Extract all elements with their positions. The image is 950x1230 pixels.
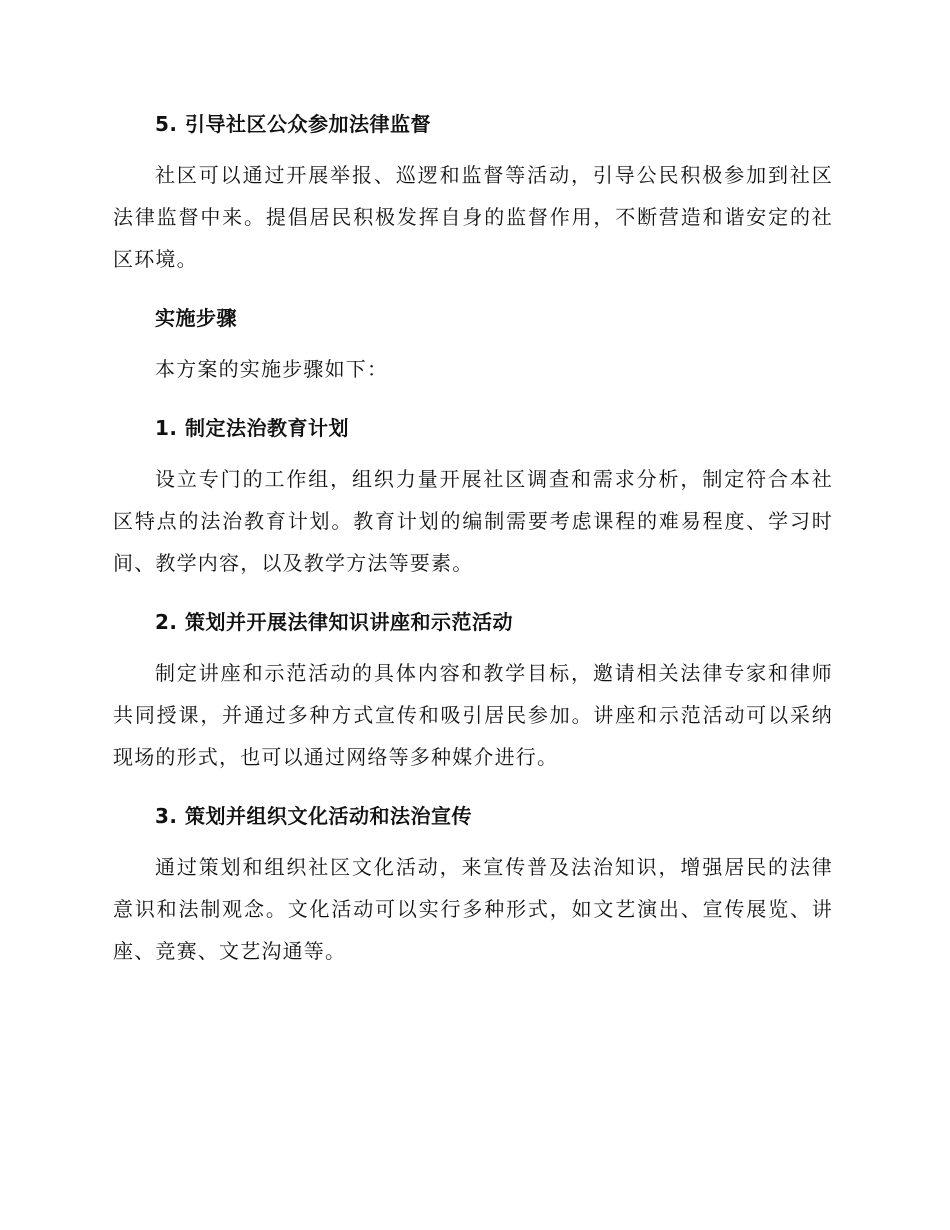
section-paragraph-implementation-steps: 本方案的实施步骤如下： [155, 357, 389, 381]
section-paragraph-lectures: 制定讲座和示范活动的具体内容和教学目标，邀请相关法律专家和律师共同授课，并通过多种方式宣传和吸引居民参加。讲座和示范活动可以采纳现场的形式，也可以通过网络等多种媒介进行。 [113, 661, 833, 769]
section-heading-lectures: 2. 策划并开展法律知识讲座和示范活动 [155, 610, 513, 634]
section-heading-cultural-activities: 3. 策划并组织文化活动和法治宣传 [155, 804, 472, 828]
document-body [113, 108, 833, 972]
section-heading-legal-supervision: 5. 引导社区公众参加法律监督 [155, 112, 431, 136]
section-heading-implementation-steps: 实施步骤 [155, 306, 237, 330]
section-paragraph-cultural-activities: 通过策划和组织社区文化活动，来宣传普及法治知识，增强居民的法律意识和法制观念。文化活动可以实行多种形式，如文艺演出、宣传展览、讲座、竞赛、文艺沟通等。 [113, 855, 833, 963]
section-heading-education-plan: 1. 制定法治教育计划 [155, 416, 349, 440]
section-paragraph-legal-supervision: 社区可以通过开展举报、巡逻和监督等活动，引导公民积极参加到社区法律监督中来。提倡居民积极发挥自身的监督作用，不断营造和谐安定的社区环境。 [113, 163, 833, 271]
section-paragraph-education-plan: 设立专门的工作组，组织力量开展社区调查和需求分析，制定符合本社区特点的法治教育计划。教育计划的编制需要考虑课程的难易程度、学习时间、教学内容，以及教学方法等要素。 [113, 467, 833, 575]
